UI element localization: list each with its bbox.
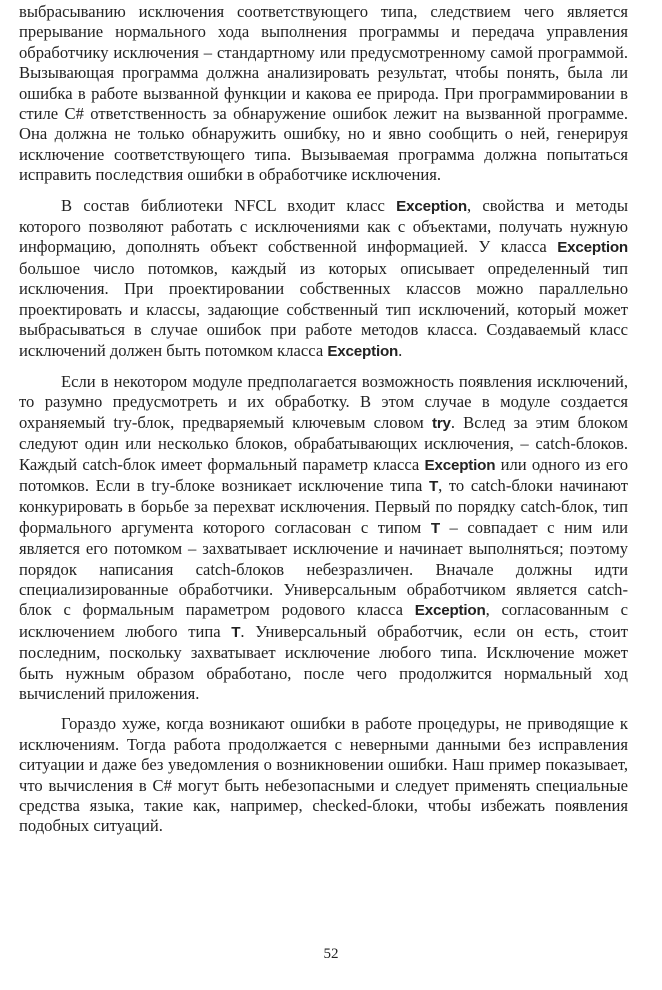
page-body [19, 2, 628, 847]
keyword: Exception [396, 197, 467, 215]
text-run: Если в некотором модуле предполагается возможность появления исключений, то разумно предусмотреть и их обработку. В этом случае в модуле создается охраняемый try-блок, предваряемый ключевым словом [19, 371, 628, 432]
text-run: – совпадает с ним или является его потомком – захватывает исключение и начинает выполняться; поэтому порядок написания catch-блоков небезразличен. Вначале должны идти специализированные обработчики. Универсальным обработчиком является catch-блок с формальным параметром родового класса [19, 517, 628, 620]
paragraph-2 [19, 196, 628, 362]
page-number: 52 [323, 946, 339, 962]
text-run: Гораздо хуже, когда возникают ошибки в работе процедуры, не приводящие к исключениям. Тогда работа продолжается с неверными данными без исправления ситуации и даже без уведомления о возникновении ошибки. Наш пример показывает, что вычисления в C# могут быть небезопасными и следует применять специальные средства языка, такие как, например, checked-блоки, чтобы избежать появления подобных ситуаций. [19, 714, 628, 836]
keyword: try [431, 414, 451, 432]
keyword: Exception [414, 602, 486, 620]
keyword: Exception [424, 456, 496, 474]
keyword: Exception [327, 342, 399, 360]
text-run: большое число потомков, каждый из которых описывает определенный тип исключения. При проектировании собственных классов можно параллельно проектировать и классы, задающие собственный тип исключений, который может выбрасываться в случае ошибок при работе методов класса. Создаваемый класс исключений должен быть потомком класса [19, 258, 628, 360]
keyword: Exception [557, 239, 628, 257]
text-run: выбрасыванию исключения соответствующего типа, следствием чего является прерывание нормального хода выполнения программы и передача управления обработчику исключения – стандартному или предусмотренному самой программой. Вызывающая программа должна анализировать результат, чтобы понять, была ли ошибка в работе вызванной функции и какова ее природа. При программировании в стиле C# ответственность за обнаружение ошибок лежит на вызванной программе. Она должна не только обнаружить ошибку, но и явно сообщить о ней, генерируя исключение соответствующего типа. Вызываемая программа должна попытаться исправить последствия ошибки в обработчике исключения. [19, 2, 628, 185]
keyword: T [429, 477, 439, 495]
text-run: . [398, 340, 403, 360]
text-run: , то catch-блоки начинают конкурировать в борьбе за перехват исключения. Первый по порядку catch-блок, тип формального аргумента которого согласован с типом [19, 475, 629, 537]
text-run: . Вслед за этим блоком следуют один или несколько блоков, обрабатывающих исключения, – catch-блоков. Каждый catch-блок имеет формальный параметр класса [19, 412, 628, 474]
text-run: , согласованным с исключением любого типа [19, 600, 628, 641]
text-run: . Универсальный обработчик, если он есть, стоит последним, поскольку захватывает исключение любого типа. Исключение может быть нужным образом обработано, после чего продолжится нормальный ход вычислений приложения. [19, 621, 628, 703]
keyword: T [231, 623, 241, 641]
paragraph-1 [19, 2, 628, 186]
paragraph-3 [19, 372, 628, 705]
text-run: , свойства и методы которого позволяют работать с исключениями как с объектами, получать нужную информацию, дополнять объект собственной информацией. У класса [19, 195, 628, 257]
keyword: T [430, 519, 440, 537]
text-run: или одного из его потомков. Если в try-блоке возникает исключение типа [19, 454, 628, 495]
paragraph-4 [19, 714, 628, 836]
text-run: В состав библиотеки NFCL входит класс [61, 195, 397, 215]
